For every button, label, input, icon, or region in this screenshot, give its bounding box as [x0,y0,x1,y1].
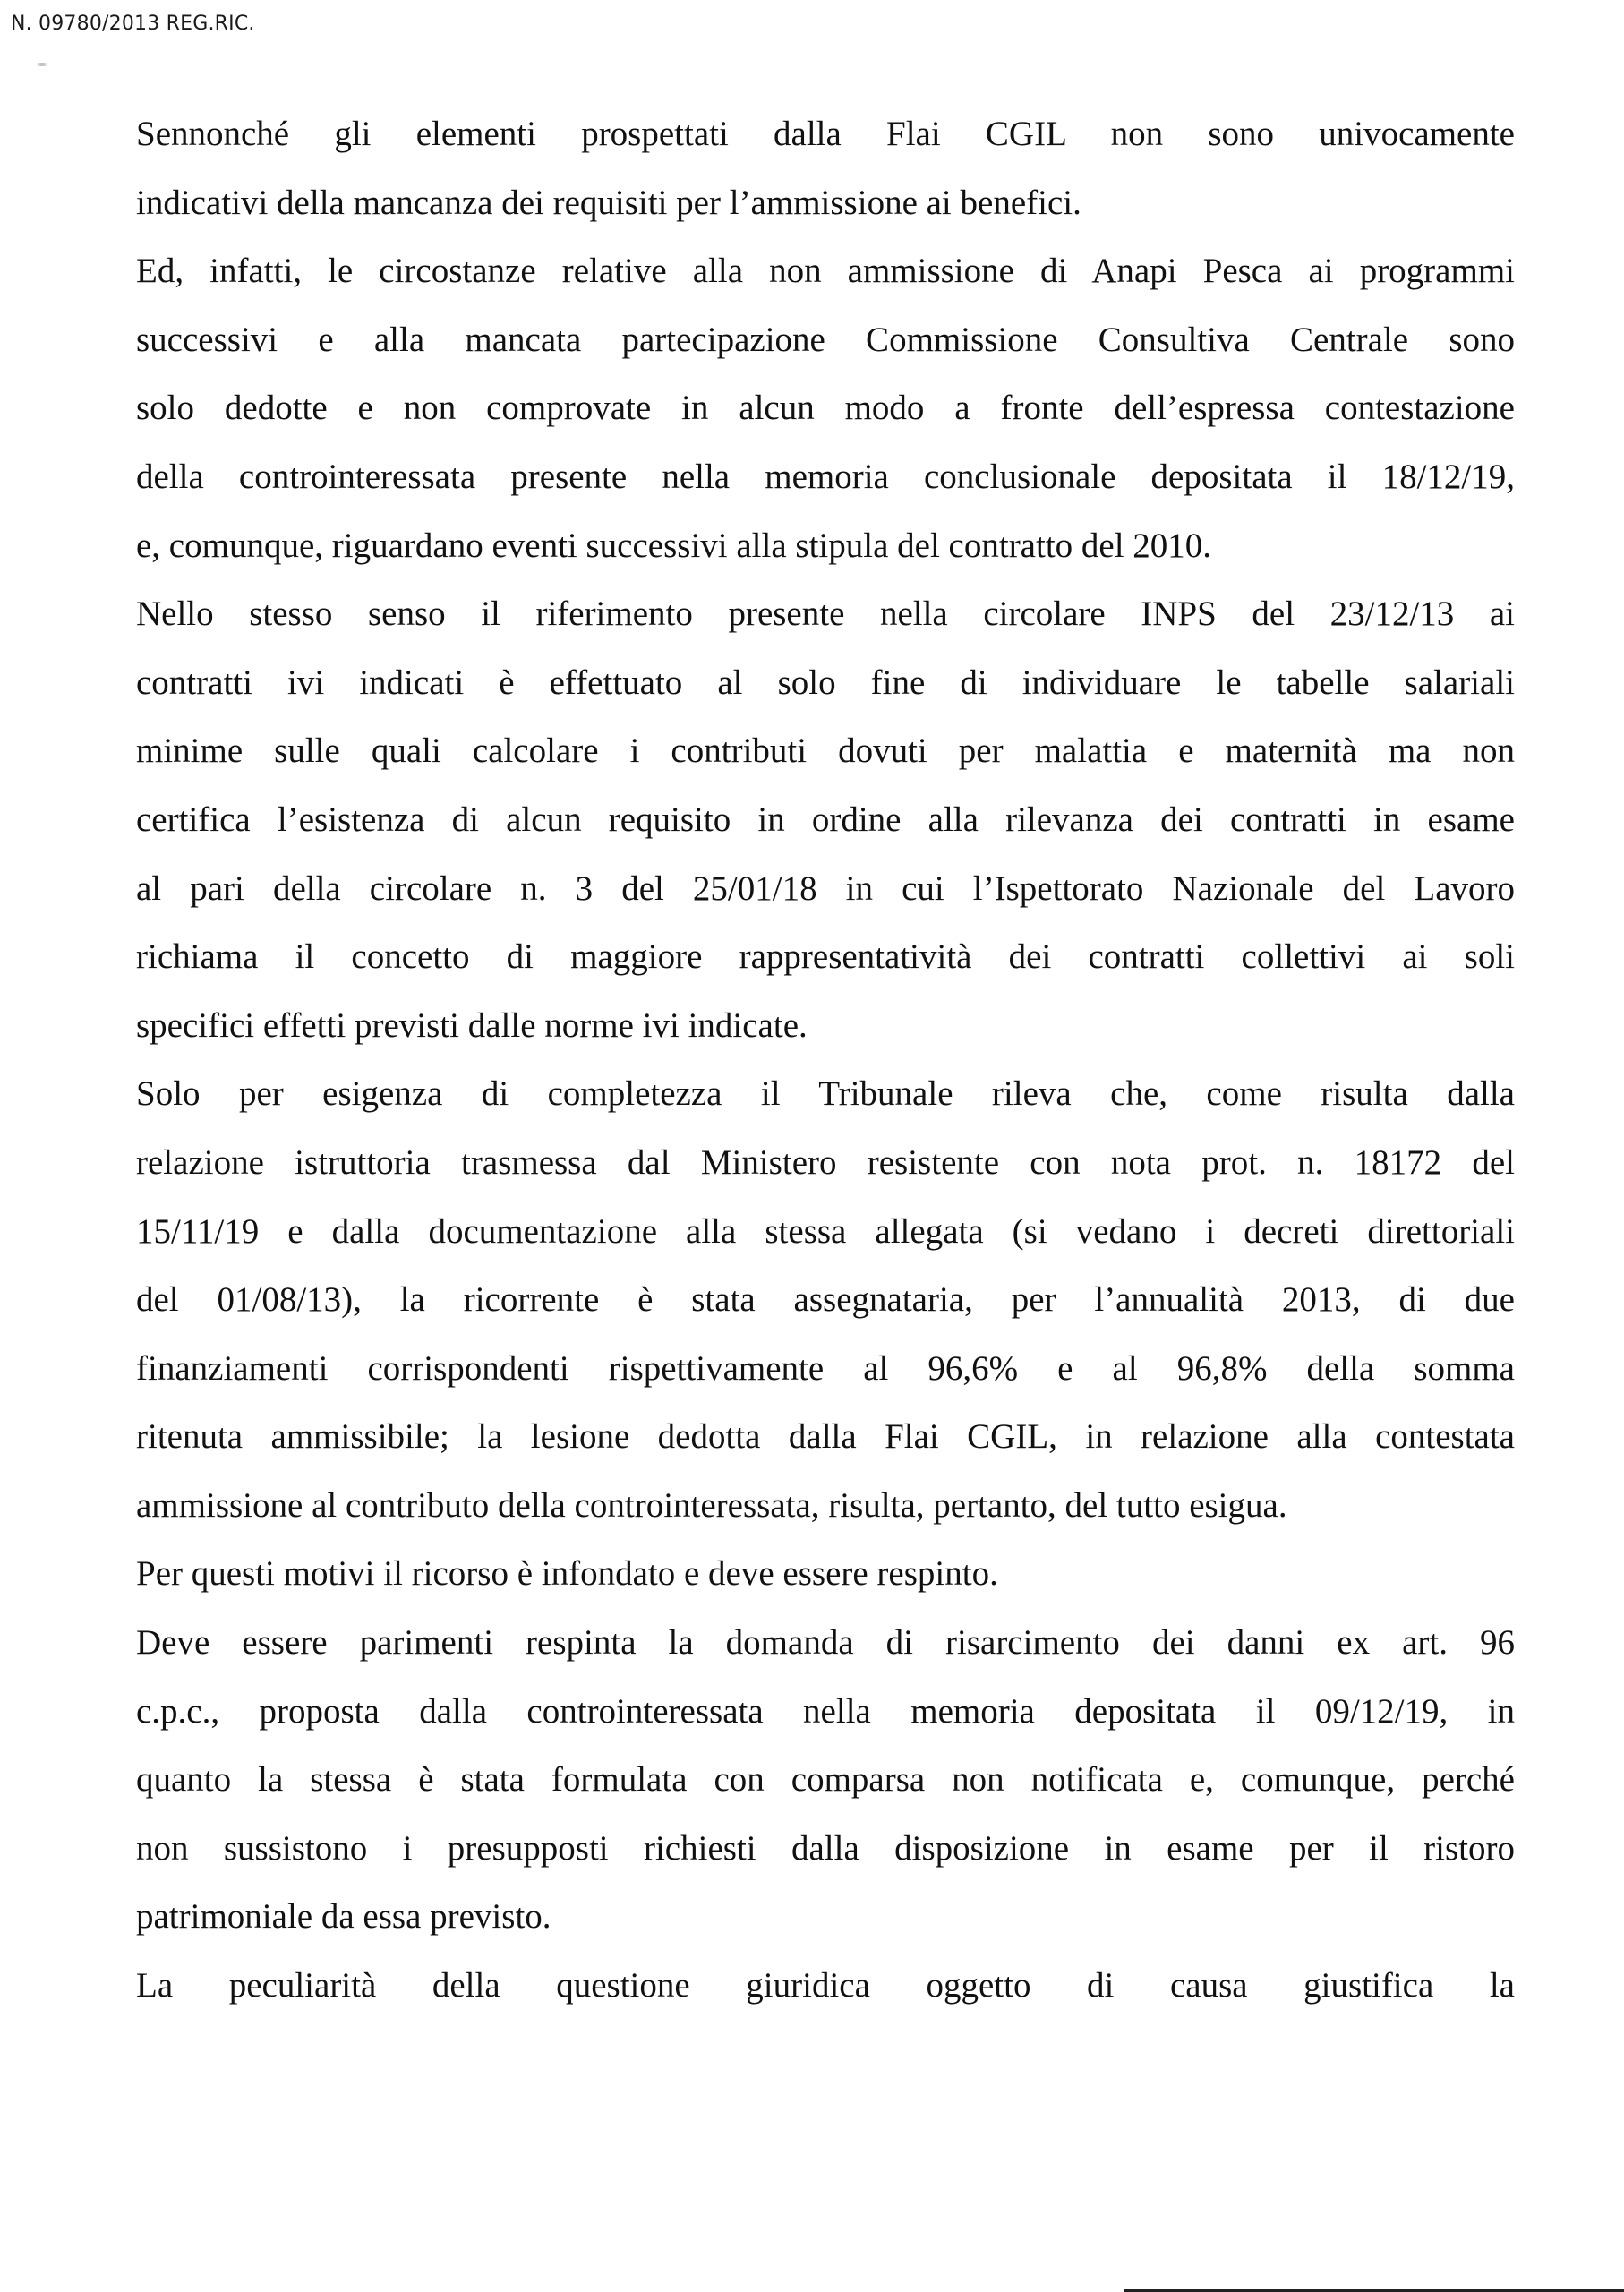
text-line: Deve essere parimenti respinta la domanda di risarcimento dei danni ex art. 96 [136,1623,1515,1663]
text-line: al pari della circolare n. 3 del 25/01/18 in cui l’Ispettorato Nazionale del Lavoro [136,868,1515,908]
scan-artifact [34,63,50,66]
text-line: ritenuta ammissibile; la lesione dedotta dalla Flai CGIL, in relazione alla contestata [136,1417,1515,1457]
text-line: della controinteressata presente nella memoria conclusionale depositata il 18/12/19, [136,457,1515,496]
paragraph [136,580,1515,1060]
paragraph [136,237,1515,580]
document-body [136,100,1515,2021]
text-line: quanto la stessa è stata formulata con comparsa non notificata e, comunque, perché [136,1760,1515,1800]
text-line: Sennonché gli elementi prospettati dalla Flai CGIL non sono univocamente [136,115,1515,153]
text-line: relazione istruttoria trasmessa dal Ministero resistente con nota prot. n. 18172 del [136,1142,1515,1182]
case-reference-number: N. 09780/2013 REG.RIC. [11,13,255,35]
text-line: c.p.c., proposta dalla controinteressata nella memoria depositata il 09/12/19, in [136,1691,1515,1731]
paragraph [136,1952,1515,2021]
text-line: non sussistono i presupposti richiesti dalla disposizione in esame per il ristoro [136,1828,1515,1868]
text-line: finanziamenti corrispondenti rispettivamente al 96,6% e al 96,8% della somma [136,1348,1515,1388]
text-line: patrimoniale da essa previsto. [136,1897,551,1937]
text-line: ammissione al contributo della controinteressata, risulta, pertanto, del tutto esigua. [136,1485,1287,1525]
text-line: solo dedotte e non comprovate in alcun modo a fronte dell’espressa contestazione [136,389,1515,428]
text-line: contratti ivi indicati è effettuato al solo fine di individuare le tabelle salariali [136,663,1515,702]
text-line: minime sulle quali calcolare i contributi dovuti per malattia e maternità ma non [136,731,1515,771]
paragraph [136,1540,1515,1609]
text-line: Per questi motivi il ricorso è infondato e deve essere respinto. [136,1554,998,1594]
paragraph [136,100,1515,237]
text-line: 15/11/19 e dalla documentazione alla stessa allegata (si vedano i decreti direttoriali [136,1211,1515,1251]
text-line: certifica l’esistenza di alcun requisito in ordine alla rilevanza dei contratti in esame [136,800,1515,839]
text-line: indicativi della mancanza dei requisiti per l’ammissione ai benefici. [136,183,1081,222]
text-line: del 01/08/13), la ricorrente è stata assegnataria, per l’annualità 2013, di due [136,1280,1515,1320]
text-line: Solo per esigenza di completezza il Tribunale rileva che, come risulta dalla [136,1074,1515,1114]
text-line: specifici effetti previsti dalle norme ivi indicate. [136,1005,808,1045]
text-line: Nello stesso senso il riferimento presente nella circolare INPS del 23/12/13 ai [136,594,1515,634]
text-line: e, comunque, riguardano eventi successivi alla stipula del contratto del 2010. [136,526,1212,565]
text-line: La peculiarità della questione giuridica oggetto di causa giustifica la [136,1966,1515,2006]
text-line: richiama il concetto di maggiore rappresentatività dei contratti collettivi ai soli [136,937,1515,977]
text-line: Ed, infatti, le circostanze relative alla non ammissione di Anapi Pesca ai programmi [136,252,1515,291]
paragraph [136,1060,1515,1540]
paragraph [136,1609,1515,1952]
text-line: successivi e alla mancata partecipazione Commissione Consultiva Centrale sono [136,320,1515,359]
